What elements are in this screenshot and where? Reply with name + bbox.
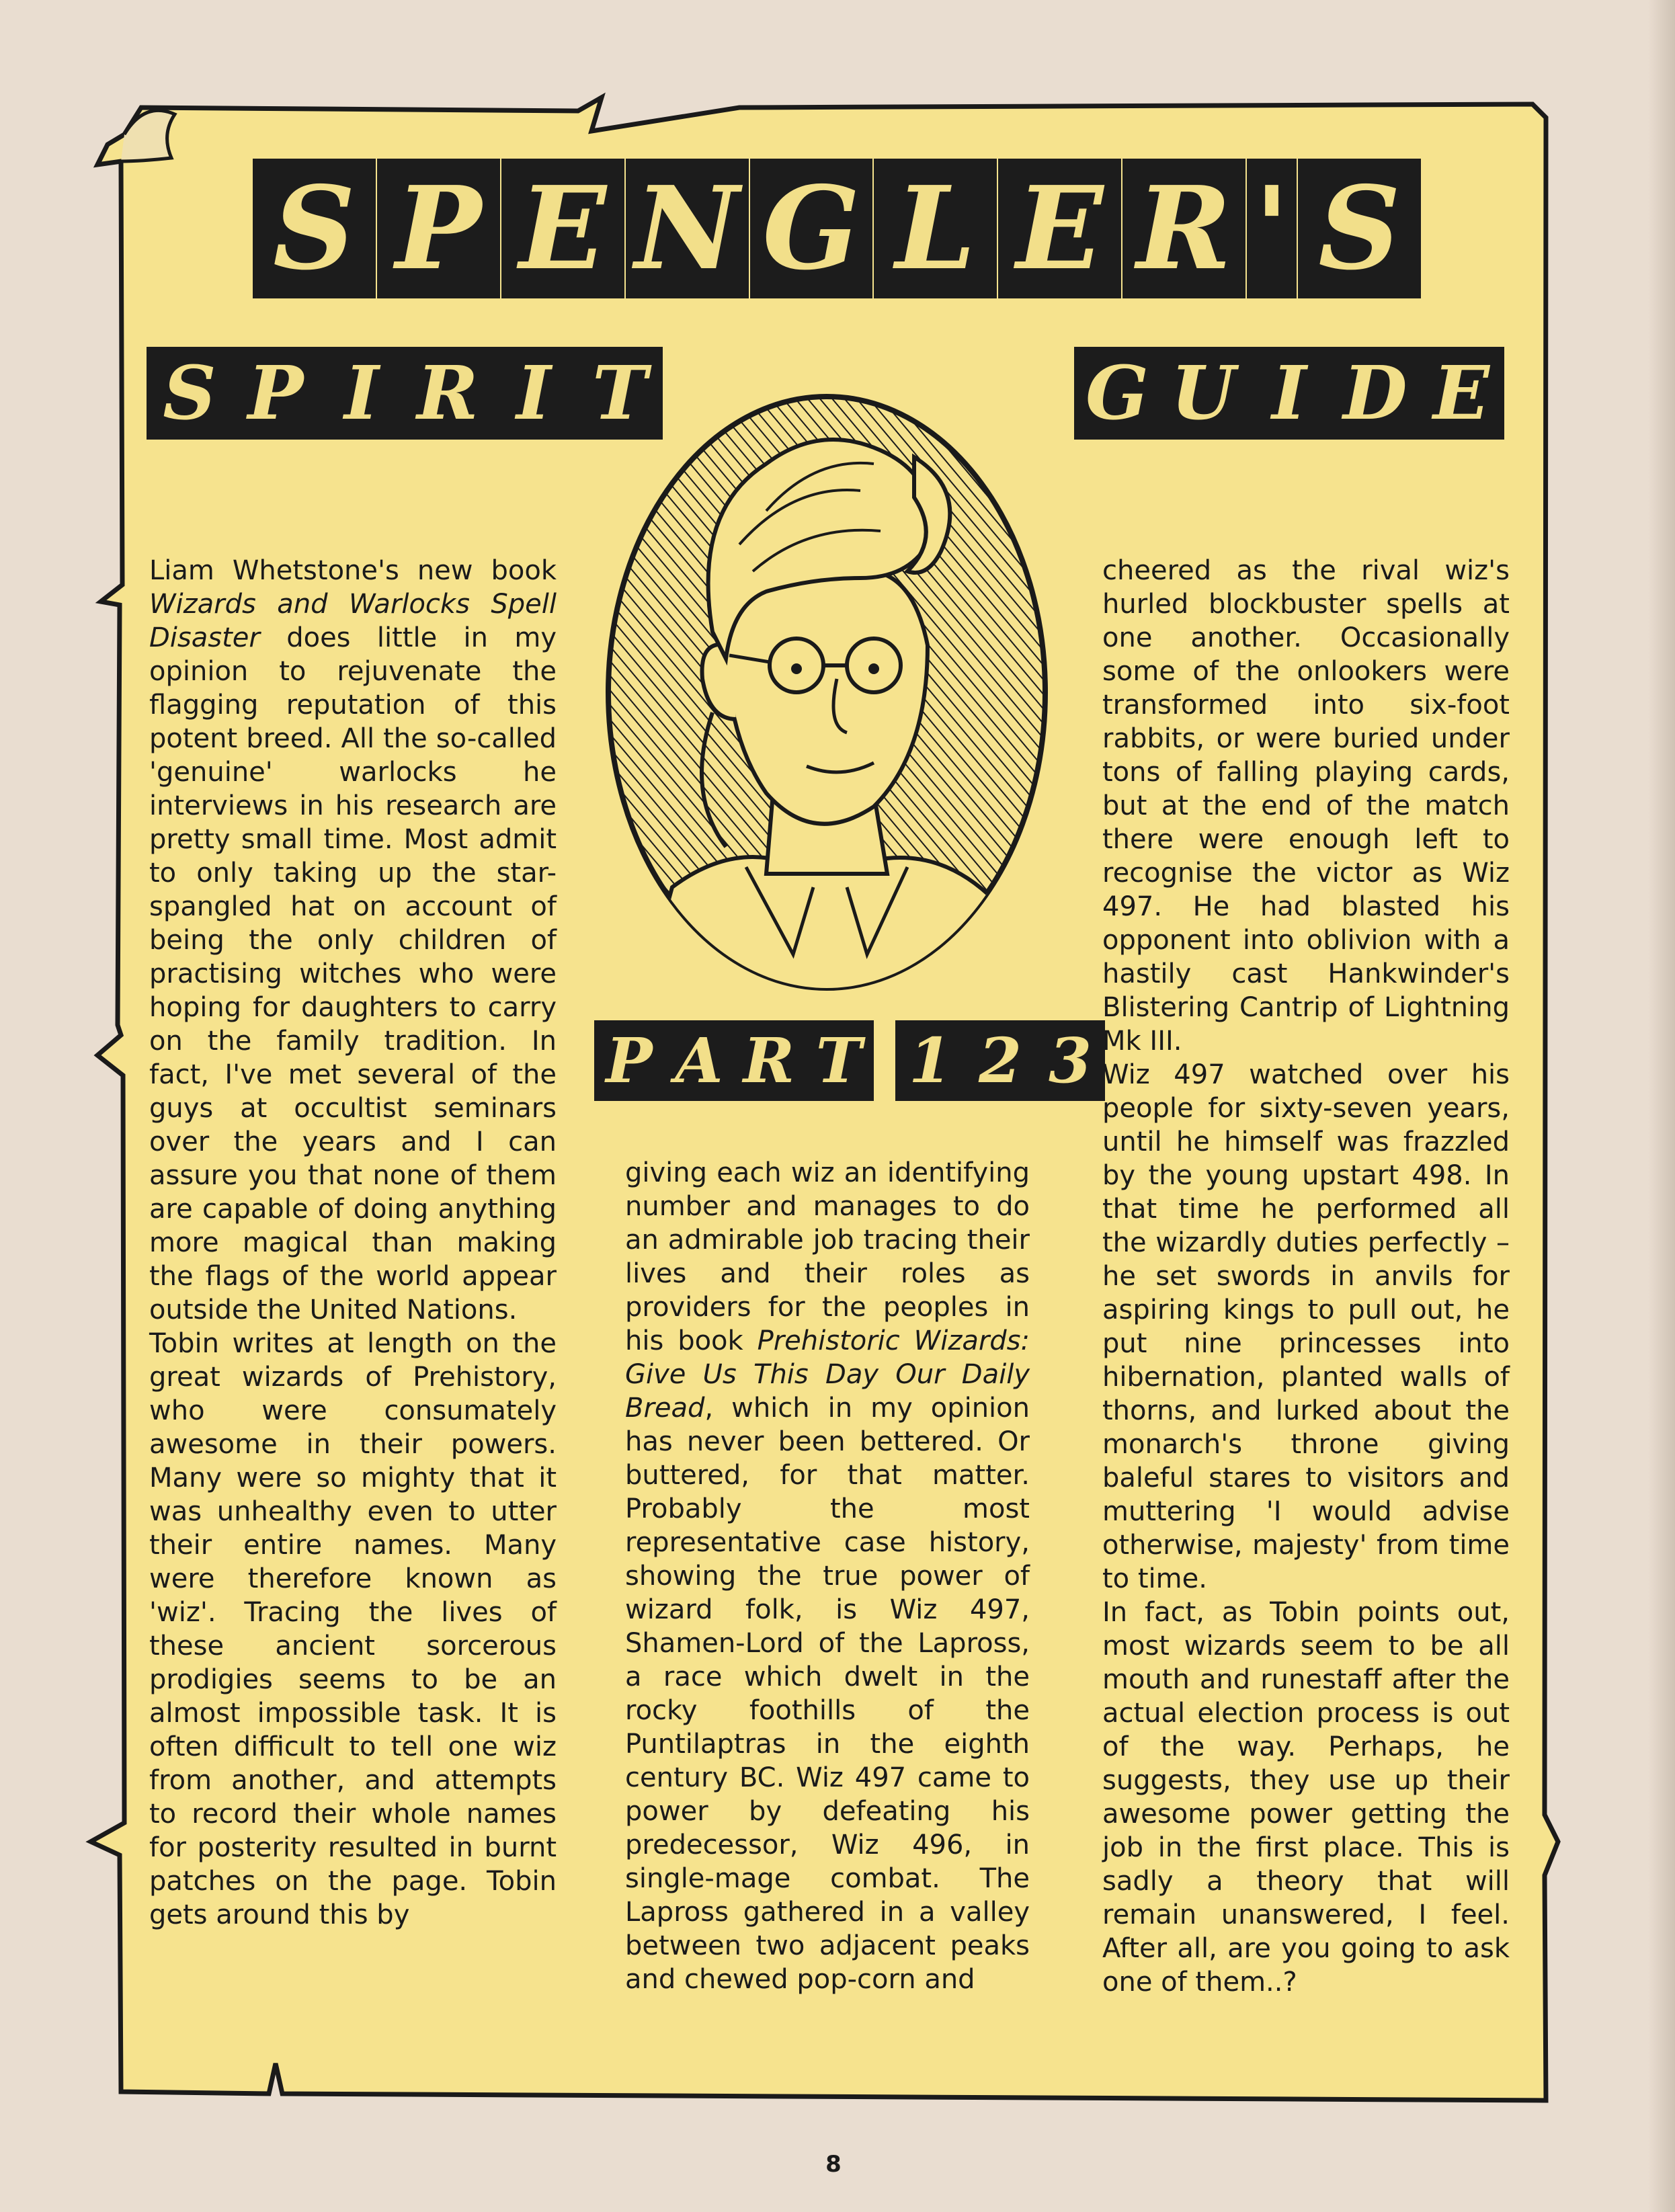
title-letter-tile — [380, 161, 497, 296]
part-letter: R — [743, 1024, 795, 1097]
part-number-tile — [1038, 1023, 1102, 1098]
part-number-label — [597, 1023, 1102, 1098]
part-number-digit: 2 — [978, 1024, 1022, 1097]
part-letter: A — [675, 1024, 723, 1097]
title-letter-tile — [876, 161, 994, 296]
title-letter: E — [1016, 161, 1104, 296]
title-letter-tile — [1250, 161, 1294, 296]
part-number-tile — [898, 1023, 963, 1098]
title-letter-tile — [753, 161, 870, 296]
part-number-tile — [968, 1023, 1032, 1098]
title-letter: R — [1136, 161, 1232, 296]
article-column-2 — [625, 1156, 1030, 1996]
title-letter-tile — [1125, 161, 1243, 296]
part-number-digit: 1 — [908, 1024, 952, 1097]
title-letter-tile — [1001, 161, 1118, 296]
part-letter-tile — [737, 1023, 801, 1098]
title-letter-tile — [504, 161, 622, 296]
paragraph: giving each wiz an identifying number and manages to do an admirable job tracing their lives and their roles as providers for the peoples in his book Prehistoric Wizards: Give Us This Day Our Daily Bread, which in my opinion has never been bettered. Or buttered, for that matter. Probably the most representative case history, showing the true power of wizard folk, is Wiz 497, Shamen-Lord of the Lapross, a race which dwelt in the rocky foothills of the Puntilaptras in the eighth century BC. Wiz 497 came to power by defeating his predecessor, Wiz 496, in single-mage combat. The Lapross gathered in a valley between two adjacent peaks and chewed pop-corn and — [625, 1157, 1030, 1995]
part-letter-tile — [667, 1023, 731, 1098]
subtitle-letter-tile — [407, 350, 488, 437]
paragraph: Tobin writes at length on the great wizards of Prehistory, who were consumately awesome in their powers. Many were so mighty that it was unhealthy even to utter their entire names. Many were therefore known as 'wiz'. Tracing the lives of these ancient sorcerous prodigies seems to be an almost impossible task. It is often difficult to tell one wiz from another, and attempts to record their whole names for posterity resulted in burnt patches on the page. Tobin gets around this by — [149, 1328, 557, 1930]
subtitle-letter-tile — [149, 350, 230, 437]
subtitle-letter: P — [247, 350, 304, 436]
title-letter-tile — [255, 161, 373, 296]
page-title — [255, 161, 1418, 296]
part-letter-tile — [597, 1023, 661, 1098]
subtitle-letter-tile — [321, 350, 402, 437]
title-letter: S — [1318, 161, 1401, 296]
page-number: 8 — [825, 2151, 842, 2178]
subtitle-letter-tile — [1163, 350, 1243, 437]
subtitle-word-spirit — [149, 350, 660, 437]
title-letter-tile — [1301, 161, 1418, 296]
subtitle-letter: E — [1433, 350, 1489, 436]
subtitle-letter-tile — [1249, 350, 1330, 437]
subtitle-letter: I — [516, 350, 551, 436]
paragraph: cheered as the rival wiz's hurled blockbuster spells at one another. Occasionally some of the onlookers were transformed into six-foot rabbits, or were buried under tons of falling playing cards, but at the end of the match there were enough left to recognise the victor as Wiz 497. He had blasted his opponent into oblivion with a hastily cast Hankwinder's Blistering Cantrip of Lightning Mk III. — [1102, 555, 1510, 1057]
article-column-1 — [149, 554, 557, 1932]
title-letter-tile — [628, 161, 746, 296]
subtitle-letter: I — [1272, 350, 1307, 436]
title-letter: P — [395, 161, 482, 296]
subtitle-letter-tile — [1077, 350, 1157, 437]
part-letter: P — [606, 1024, 653, 1097]
subtitle-letter: S — [163, 350, 216, 436]
subtitle-word-guide — [1077, 350, 1502, 437]
title-letter: N — [635, 161, 739, 296]
paragraph: Wiz 497 watched over his people for sixty-seven years, until he himself was frazzled by the young upstart 498. In that time he performed all the wizardly duties perfectly – he set swords in anvils for aspiring kings to pull out, he put nine princesses into hibernation, planted walls of thorns, and lurked about the monarch's throne giving baleful stares to visitors and muttering 'I would advise otherwise, majesty' from time to time. — [1102, 1059, 1510, 1594]
book-title: Prehistoric Wizards: Give Us This Day Our Daily Bread — [625, 1325, 1030, 1424]
subtitle-letter: R — [417, 350, 479, 436]
title-letter: E — [519, 161, 606, 296]
paragraph: In fact, as Tobin points out, most wizards seem to be all mouth and runestaff after the actual election process is out of the way. Perhaps, he suggests, they use up their awesome power getting the job in the first place. This is sadly a theory that will remain unanswered, I feel. After all, are you going to ask one of them..? — [1102, 1597, 1510, 1998]
book-title: Wizards and Warlocks Spell Disaster — [149, 589, 557, 653]
subtitle-letter: T — [592, 350, 647, 436]
part-letter: T — [815, 1024, 862, 1097]
part-letter-tile — [807, 1023, 871, 1098]
subtitle-letter: D — [1343, 350, 1407, 436]
paragraph: Liam Whetstone's new book Wizards and Warlocks Spell Disaster does little in my opinion to rejuvenate the flagging reputation of this potent breed. All the so-called 'genuine' warlocks he interviews in his research are pretty small time. Most admit to only taking up the star-spangled hat on account of being the only children of practising witches who were hoping for daughters to carry on the family tradition. In fact, I've met several of the guys at occultist seminars over the years and I can assure you that none of them are capable of doing anything more magical than making the flags of the world appear outside the United Nations. — [149, 555, 557, 1325]
subtitle-letter: U — [1171, 350, 1235, 436]
subtitle-letter: I — [344, 350, 379, 436]
title-letter: L — [895, 161, 976, 296]
subtitle-letter-tile — [1335, 350, 1416, 437]
part-number-digit: 3 — [1048, 1024, 1092, 1097]
article-column-3 — [1102, 554, 1510, 1999]
title-letter: ' — [1254, 161, 1290, 296]
wizard-portrait-illustration — [591, 376, 1062, 1035]
title-letter: G — [762, 161, 860, 296]
subtitle-letter: G — [1086, 350, 1149, 436]
subtitle-letter-tile — [235, 350, 316, 437]
subtitle-letter-tile — [1421, 350, 1502, 437]
torn-corner-curl — [121, 110, 175, 161]
title-letter: S — [273, 161, 356, 296]
subtitle-letter-tile — [493, 350, 574, 437]
